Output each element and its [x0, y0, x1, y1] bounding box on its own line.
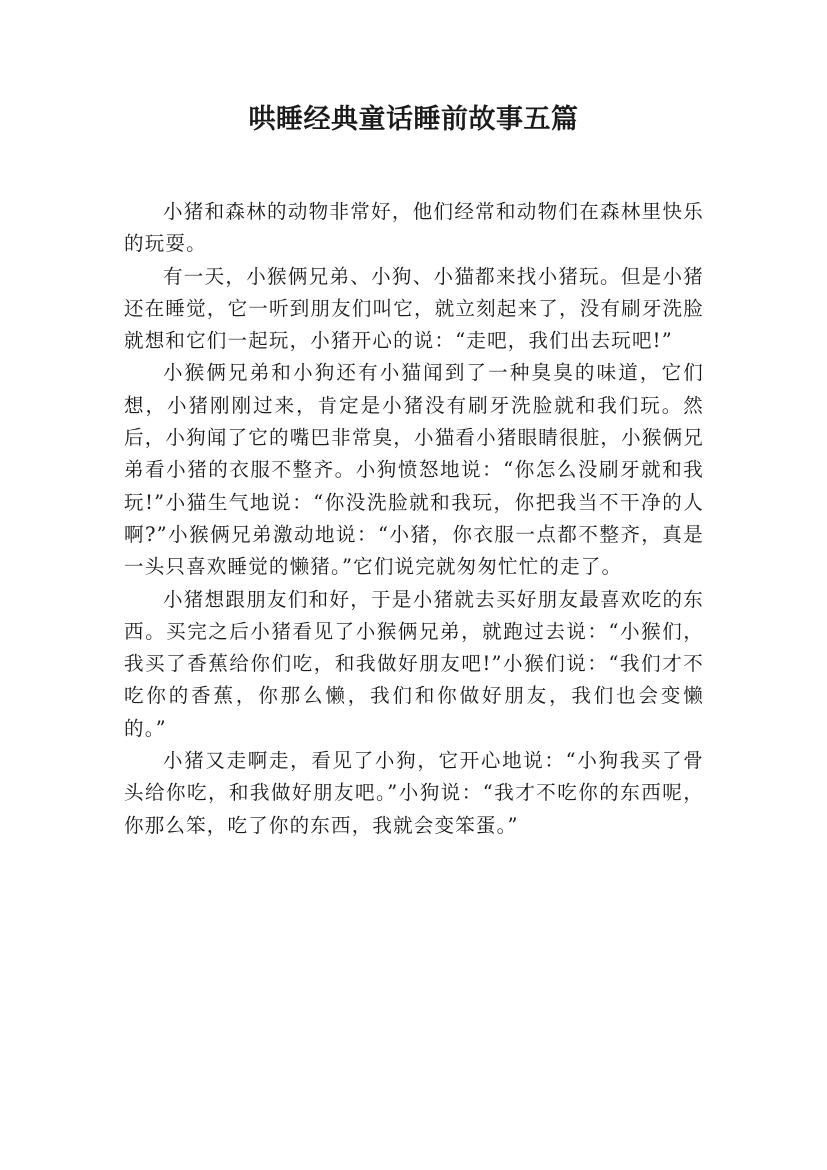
paragraph: 有一天，小猴俩兄弟、小狗、小猫都来找小猪玩。但是小猪还在睡觉，它一听到朋友们叫它，就立刻起来了，没有刷牙洗脸就想和它们一起玩，小猪开心的说：“走吧，我们出去玩吧!” [124, 264, 704, 353]
paragraph: 小猪和森林的动物非常好，他们经常和动物们在森林里快乐的玩耍。 [124, 200, 704, 256]
document-title: 哄睡经典童话睡前故事五篇 [248, 104, 579, 135]
paragraph: 小猴俩兄弟和小狗还有小猫闻到了一种臭臭的味道，它们想，小猪刚刚过来，肯定是小猪没有刷牙洗脸就和我们玩。然后，小狗闻了它的嘴巴非常臭，小猫看小猪眼睛很脏，小猴俩兄弟看小猪的衣服不整齐。小狗愤怒地说：“你怎么没刷牙就和我玩!”小猫生气地说：“你没洗脸就和我玩，你把我当不干净的人啊?”小猴俩兄弟激动地说：“小猪，你衣服一点都不整齐，真是一头只喜欢睡觉的懒猪。”它们说完就匆匆忙忙的走了。 [124, 361, 704, 579]
paragraph: 小猪想跟朋友们和好，于是小猪就去买好朋友最喜欢吃的东西。买完之后小猪看见了小猴俩兄弟，就跑过去说：“小猴们，我买了香蕉给你们吃，和我做好朋友吧!”小猴们说：“我们才不吃你的香蕉，你那么懒，我们和你做好朋友，我们也会变懒的。” [124, 587, 704, 740]
paragraph: 小猪又走啊走，看见了小狗，它开心地说：“小狗我买了骨头给你吃，和我做好朋友吧。”小狗说：“我才不吃你的东西呢，你那么笨，吃了你的东西，我就会变笨蛋。” [124, 749, 704, 837]
document-body [124, 196, 704, 842]
